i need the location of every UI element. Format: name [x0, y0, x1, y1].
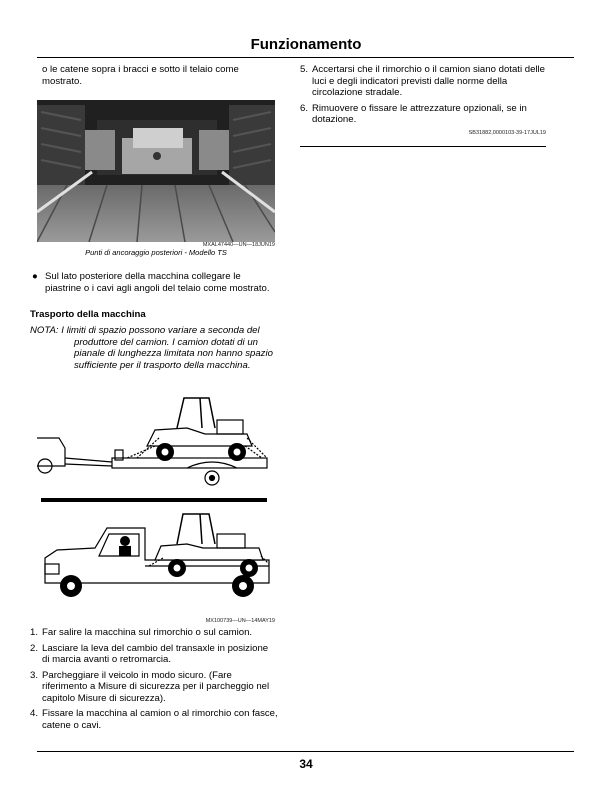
step-number: 5. — [300, 64, 309, 75]
bullet-item — [30, 271, 278, 294]
photo-reference: MXAL47440—UN—18JUN19 — [202, 242, 275, 248]
step-text: Accertarsi che il rimorchio o il camion siano dotati delle luci e degli indicatori previsti dalle norme della circolazione stradale. — [312, 64, 546, 98]
note-block — [30, 325, 278, 371]
photo-caption-block — [37, 242, 275, 257]
right-column-rule — [300, 146, 546, 147]
step-number: 6. — [300, 102, 309, 114]
step-text: Rimuovere o fissare le attrezzature opzionali, se in dotazione. — [312, 102, 527, 125]
step-item — [30, 670, 278, 705]
step-number: 2. — [30, 642, 39, 654]
page-number: 34 — [299, 757, 313, 771]
anchor-points-photo — [37, 100, 275, 242]
section-heading-block — [30, 309, 278, 320]
bullet-icon: ● — [32, 271, 38, 282]
right-column — [300, 64, 546, 136]
illustration-reference: MX100739—UN—14MAY19 — [205, 618, 275, 624]
page-title: Funzionamento — [250, 36, 362, 53]
right-reference: SB31882,0000103-39-17JUL19 — [468, 129, 546, 136]
step-number: 1. — [30, 627, 39, 638]
footer-rule — [37, 751, 574, 752]
step-text: Far salire la macchina sul rimorchio o sul camion. — [42, 627, 253, 638]
step-text: Lasciare la leva del cambio del transaxle in posizione di marcia avanti o retromarcia. — [42, 642, 269, 665]
step-item — [30, 627, 278, 639]
note-text: NOTA: I limiti di spazio possono variare a seconda del produttore del camion. I camion dotati di un pianale di lunghezza limitata non hanno spazio sufficiente per il trasporto della macchina. — [30, 325, 273, 371]
step-text: Parcheggiare il veicolo in modo sicuro. (Fare riferimento a Misure di sicurezza per il parcheggio nel capitolo Misure di sicurezza). — [42, 669, 270, 704]
step-number: 3. — [30, 669, 39, 681]
transport-illustration — [37, 388, 275, 618]
step-number: 4. — [30, 708, 39, 719]
steps-left — [30, 627, 278, 731]
step-item — [300, 103, 546, 126]
step-item — [30, 643, 278, 666]
header-rule — [37, 57, 574, 58]
bullet-block — [30, 271, 278, 294]
step-text: Fissare la macchina al camion o al rimorchio con fasce, catene o cavi. — [42, 708, 278, 731]
section-heading: Trasporto della macchina — [30, 309, 146, 320]
photo-caption: Punti di ancoraggio posteriori - Modello TS — [85, 248, 227, 257]
illus-reference-block — [37, 618, 275, 624]
left-column — [30, 64, 278, 87]
step-item — [30, 708, 278, 731]
bullet-text: Sul lato posteriore della macchina collegare le piastrine o i cavi agli angoli del telaio come mostrato. — [45, 271, 270, 294]
intro-text: o le catene sopra i bracci e sotto il telaio come mostrato. — [42, 64, 239, 87]
step-item — [300, 64, 546, 99]
